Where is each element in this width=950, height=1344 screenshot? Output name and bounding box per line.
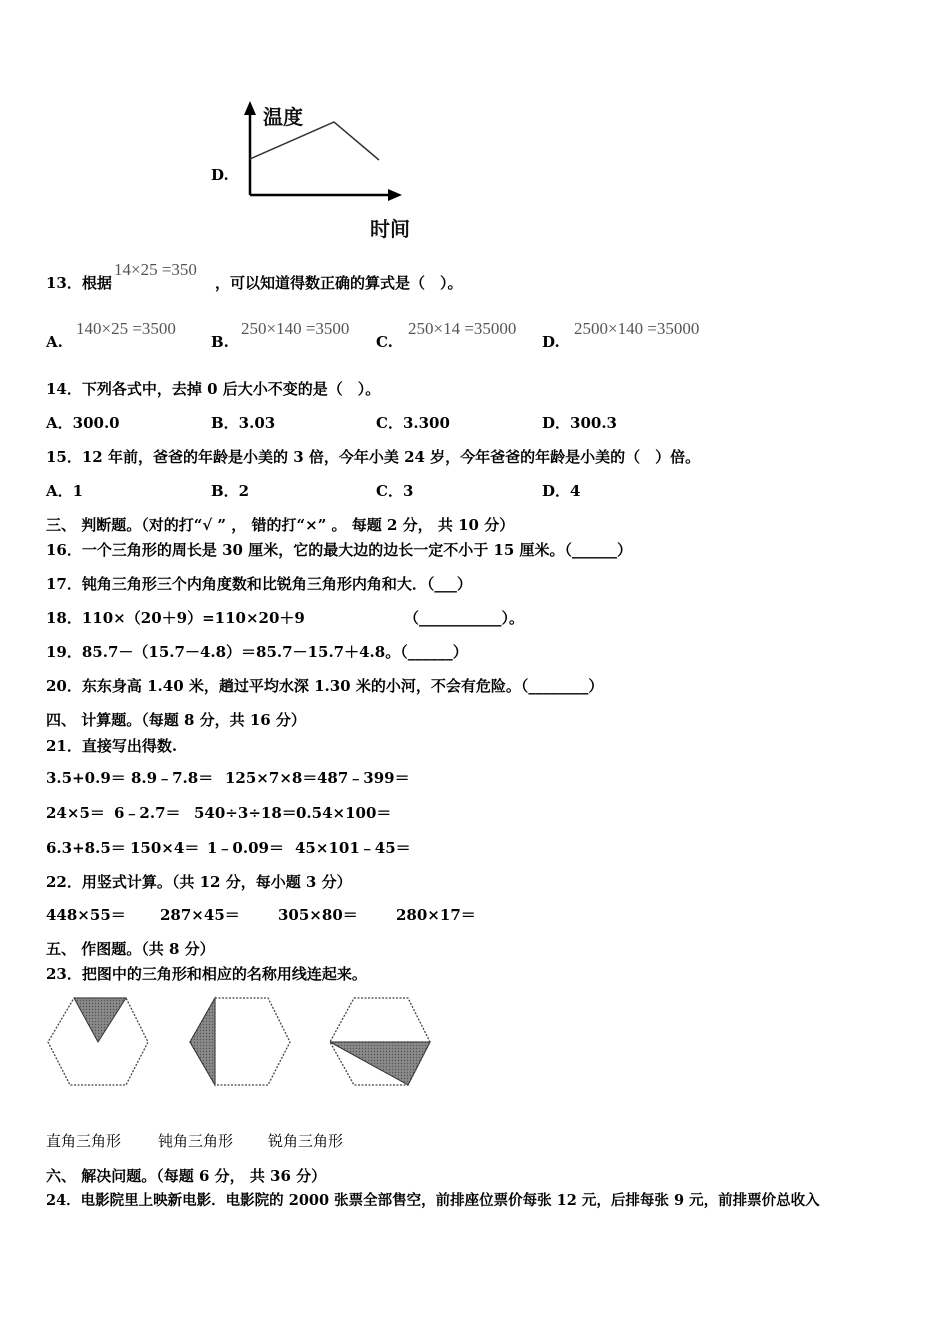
hexagon-figures xyxy=(40,990,440,1090)
q14-option-c[interactable]: C．3.300 xyxy=(376,414,450,432)
q22-item: 305×80＝ xyxy=(278,906,358,924)
triangle-2 xyxy=(190,998,215,1085)
q13-option-a-formula: 140×25 =3500 xyxy=(76,319,176,338)
q23-text: 23．把图中的三角形和相应的名称用线连起来。 xyxy=(46,965,367,983)
q13-text: 13．根据 xyxy=(46,274,112,292)
q20-text: 20．东东身高 1.40 米，趟过平均水深 1.30 米的小河，不会有危险。（________） xyxy=(46,677,604,695)
q21-item: 540÷3÷18＝ xyxy=(194,804,297,822)
hexagon-1 xyxy=(48,998,148,1085)
q21-item: 125×7×8＝ xyxy=(225,769,318,787)
q24-text: 24．电影院里上映新电影．电影院的 2000 张票全部售空，前排座位票价每张 12 元，后排每张 9 元，前排票价总收入 xyxy=(46,1192,820,1209)
section6-heading: 六、 解决问题。（每题 6 分， 共 36 分） xyxy=(46,1167,327,1185)
q14-option-a[interactable]: A．300.0 xyxy=(46,414,120,432)
q21-title: 21．直接写出得数. xyxy=(46,737,178,755)
triangle-3 xyxy=(330,1042,430,1085)
q21-item: 8.9﹣7.8＝ xyxy=(131,769,214,787)
hexagon-3 xyxy=(330,998,430,1085)
q15-option-a[interactable]: A．1 xyxy=(46,482,84,500)
y-axis-arrow xyxy=(244,101,256,115)
q14-option-b[interactable]: B．3.03 xyxy=(211,414,276,432)
q21-item: 6.3+8.5＝ xyxy=(46,839,126,857)
q13-formula: 14×25 =350 xyxy=(114,260,197,279)
q13-option-c-label[interactable]: C. xyxy=(376,333,393,351)
q13-option-d-formula: 2500×140 =35000 xyxy=(574,319,700,338)
x-axis-arrow xyxy=(388,189,402,201)
name-acute-triangle: 锐角三角形 xyxy=(268,1132,344,1150)
q13-option-c-formula: 250×14 =35000 xyxy=(408,319,517,338)
q15-option-b[interactable]: B．2 xyxy=(211,482,250,500)
q14-text: 14．下列各式中，去掉 0 后大小不变的是（ ）。 xyxy=(46,380,381,398)
temperature-time-graph xyxy=(236,95,426,245)
q21-row-1 xyxy=(46,769,410,787)
y-axis-label: 温度 xyxy=(263,105,303,129)
q13-option-b-label[interactable]: B. xyxy=(211,333,229,351)
triangle-names xyxy=(46,1132,343,1150)
name-right-triangle: 直角三角形 xyxy=(46,1132,122,1150)
q17-text: 17．钝角三角形三个内角度数和比锐角三角形内角和大．（___） xyxy=(46,575,472,593)
q14-option-d[interactable]: D．300.3 xyxy=(542,414,617,432)
q13-option-b-formula: 250×140 =3500 xyxy=(241,319,350,338)
q21-item: 150×4＝ xyxy=(130,839,200,857)
q13-option-a-label[interactable]: A. xyxy=(46,333,63,351)
q21-row-2 xyxy=(46,804,391,822)
q21-item: 487﹣399＝ xyxy=(317,769,410,787)
q18-text: 18．110×（20＋9）=110×20＋9 xyxy=(46,609,305,627)
q22-item: 448×55＝ xyxy=(46,906,126,924)
q19-text: 19．85.7－（15.7－4.8）＝85.7－15.7＋4.8。（______） xyxy=(46,643,468,661)
section3-heading: 三、 判断题。（对的打“√ ” ， 错的打“×” 。 每题 2 分， 共 10 分） xyxy=(46,516,515,534)
q15-option-c[interactable]: C．3 xyxy=(376,482,414,500)
q16-text: 16．一个三角形的周长是 30 厘米，它的最大边的边长一定不小于 15 厘米。（______） xyxy=(46,541,633,559)
q21-item: 1﹣0.09＝ xyxy=(207,839,284,857)
q12-option-d-label: D. xyxy=(211,166,229,184)
q21-item: 0.54×100＝ xyxy=(296,804,392,822)
q13-option-d-label[interactable]: D. xyxy=(542,333,560,351)
q22-item: 280×17＝ xyxy=(396,906,476,924)
q21-item: 6﹣2.7＝ xyxy=(114,804,181,822)
q22-title: 22．用竖式计算。（共 12 分，每小题 3 分） xyxy=(46,873,352,891)
section5-heading: 五、 作图题。（共 8 分） xyxy=(46,940,215,958)
q13-text-after: ，可以知道得数正确的算式是（ ）。 xyxy=(215,274,463,292)
q21-item: 3.5+0.9＝ xyxy=(46,769,126,787)
x-axis-label: 时间 xyxy=(370,217,410,241)
q18-blank: （___________）。 xyxy=(404,609,525,627)
q21-item: 24×5＝ xyxy=(46,804,105,822)
q21-item: 45×101﹣45＝ xyxy=(295,839,411,857)
q21-row-3 xyxy=(46,839,411,857)
q22-item: 287×45＝ xyxy=(160,906,240,924)
q15-option-d[interactable]: D．4 xyxy=(542,482,581,500)
q15-text: 15．12 年前，爸爸的年龄是小美的 3 倍，今年小美 24 岁，今年爸爸的年龄是小美的（ ）倍。 xyxy=(46,448,701,466)
triangle-1 xyxy=(74,998,126,1042)
q22-row xyxy=(46,906,476,924)
section4-heading: 四、 计算题。（每题 8 分，共 16 分） xyxy=(46,711,306,729)
name-obtuse-triangle: 钝角三角形 xyxy=(158,1132,234,1150)
hexagon-2 xyxy=(190,998,290,1085)
